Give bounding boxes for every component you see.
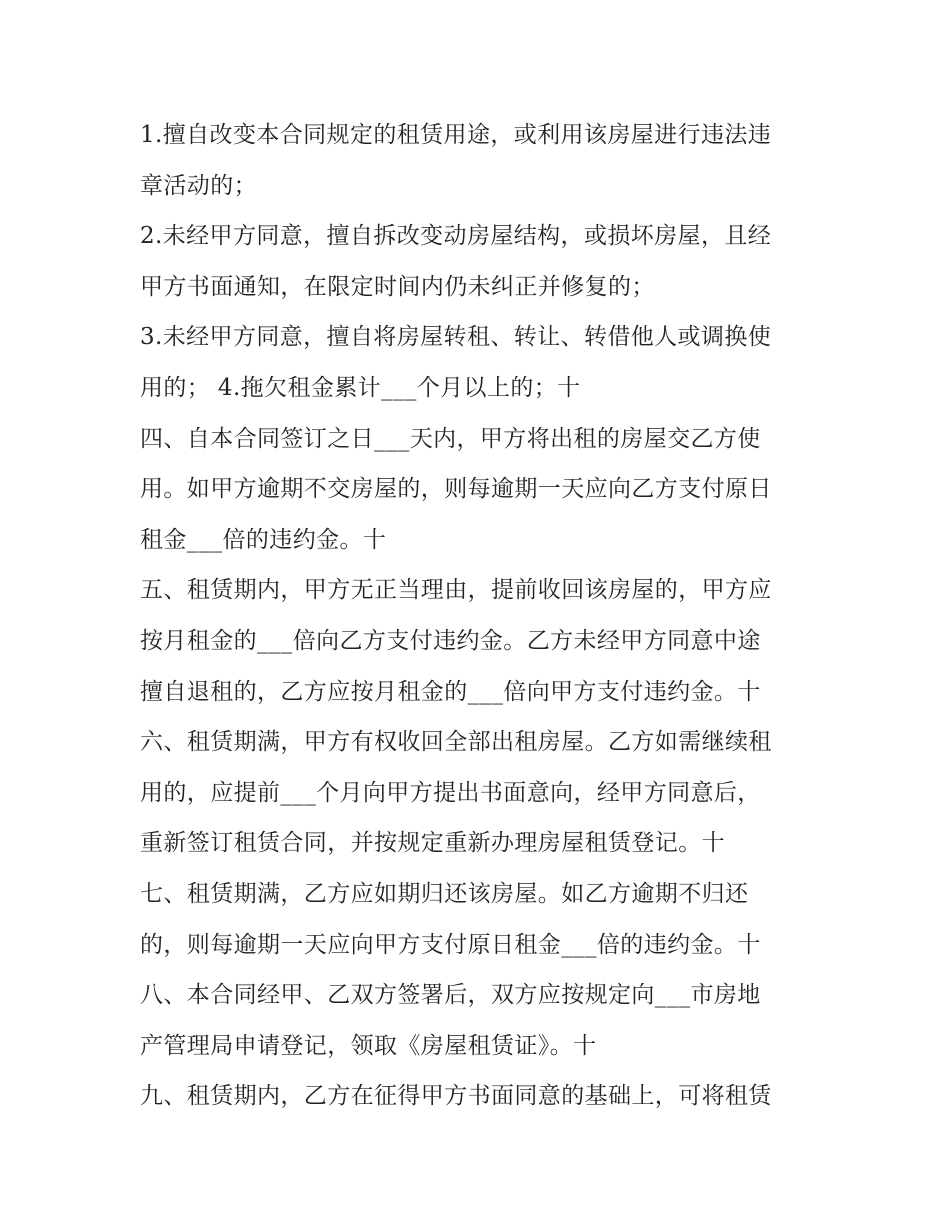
contract-text — [140, 110, 830, 1122]
text-line: 产管理局申请登记，领取《房屋租赁证》。十 — [140, 1032, 597, 1059]
text-line: 甲方书面通知，在限定时间内仍未纠正并修复的； — [140, 273, 655, 300]
text-line: 按月租金的___倍向乙方支付违约金。乙方未经甲方同意中途 — [140, 627, 761, 654]
text-line: 重新签订租赁合同，并按规定重新办理房屋租赁登记。十 — [140, 830, 725, 857]
text-line: 五、租赁期内，甲方无正当理由，提前收回该房屋的，甲方应 — [140, 577, 772, 604]
text-line: 租金___倍的违约金。十 — [140, 526, 387, 553]
text-line: 擅自退租的，乙方应按月租金的___倍向甲方支付违约金。十 — [140, 678, 761, 705]
text-line: 3.未经甲方同意，擅自将房屋转租、转让、转借他人或调换使 — [140, 324, 772, 351]
text-line: 1.擅自改变本合同规定的租赁用途，或利用该房屋进行违法违 — [140, 122, 772, 148]
text-line: 的，则每逾期一天应向甲方支付原日租金___倍的违约金。十 — [140, 931, 761, 958]
text-line: 用的，应提前___个月向甲方提出书面意向，经甲方同意后， — [140, 779, 761, 806]
text-line: 九、租赁期内，乙方在征得甲方书面同意的基础上，可将租赁 — [140, 1083, 772, 1110]
text-line: 六、租赁期满，甲方有权收回全部出租房屋。乙方如需继续租 — [140, 729, 772, 756]
text-line: 七、租赁期满，乙方应如期归还该房屋。如乙方逾期不归还 — [140, 880, 749, 907]
text-line: 用的； 4.拖欠租金累计___个月以上的；十 — [140, 374, 581, 401]
text-line: 用。如甲方逾期不交房屋的，则每逾期一天应向乙方支付原日 — [140, 476, 772, 503]
text-line: 四、自本合同签订之日___天内，甲方将出租的房屋交乙方使 — [140, 425, 761, 452]
text-line: 章活动的； — [140, 172, 257, 199]
text-line: 八、本合同经甲、乙双方签署后，双方应按规定向___市房地 — [140, 982, 761, 1009]
text-line: 2.未经甲方同意，擅自拆改变动房屋结构，或损坏房屋，且经 — [140, 223, 772, 250]
